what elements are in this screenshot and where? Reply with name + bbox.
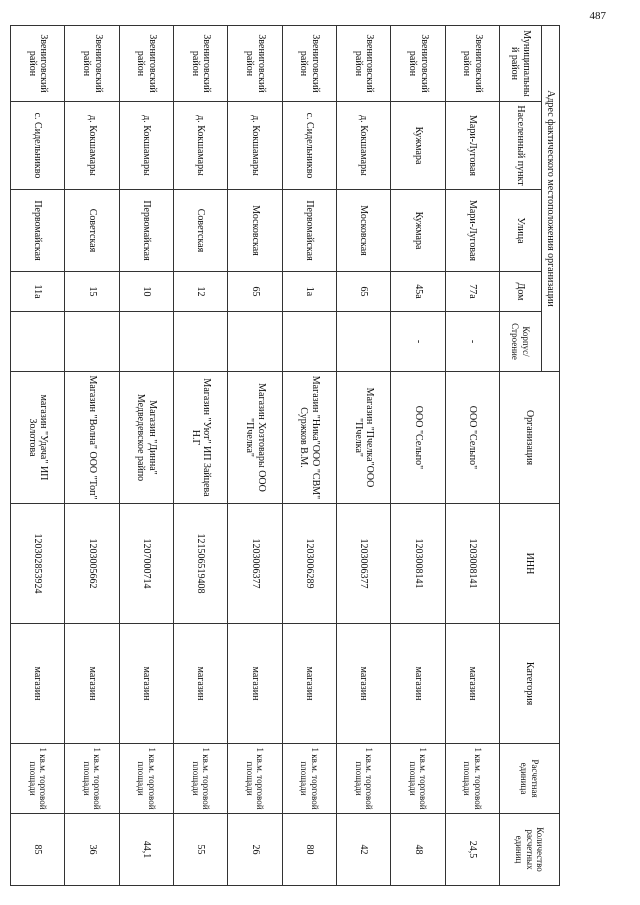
cell-district: Звениговский район: [445, 26, 499, 102]
header-unit: Расчетная единица: [500, 744, 560, 814]
cell-count: 36: [65, 814, 119, 886]
table-row: [174, 26, 228, 886]
cell-inn: 1207000714: [119, 504, 173, 624]
organizations-table: [10, 25, 560, 886]
cell-unit: 1 кв.м. торговой площади: [445, 744, 499, 814]
cell-street: Кужмара: [391, 190, 445, 272]
cell-count: 26: [228, 814, 282, 886]
cell-settlement: д. Кокшамары: [65, 102, 119, 190]
cell-district: Звениговский район: [228, 26, 282, 102]
cell-street: Первомайская: [119, 190, 173, 272]
cell-organization: Магазин Хозтовары ООО "Пчелка": [228, 372, 282, 504]
cell-street: Московская: [337, 190, 391, 272]
cell-category: магазин: [337, 624, 391, 744]
header-street: Улица: [500, 190, 542, 272]
cell-house: 77а: [445, 272, 499, 312]
cell-count: 55: [174, 814, 228, 886]
cell-unit: 1 кв.м. торговой площади: [337, 744, 391, 814]
cell-organization: Магазин "Волна" ООО "Топ": [65, 372, 119, 504]
cell-settlement: д. Кокшамары: [228, 102, 282, 190]
page-number: 487: [589, 10, 606, 22]
cell-inn: 1203008141: [391, 504, 445, 624]
cell-organization: ООО "Сельпо": [445, 372, 499, 504]
cell-building: [119, 312, 173, 372]
cell-inn: 1203005662: [65, 504, 119, 624]
cell-organization: магазин "Удача" ИП Золотова: [11, 372, 65, 504]
cell-house: 15: [65, 272, 119, 312]
cell-building: [282, 312, 336, 372]
cell-building: -: [391, 312, 445, 372]
cell-unit: 1 кв.м. торговой площади: [65, 744, 119, 814]
cell-building: -: [445, 312, 499, 372]
cell-district: Звениговский район: [282, 26, 336, 102]
cell-count: 24,5: [445, 814, 499, 886]
cell-organization: Магазин "Уют" ИП Зайцева Н.Г: [174, 372, 228, 504]
cell-house: 45а: [391, 272, 445, 312]
header-building: Корпус/ Строение: [500, 312, 542, 372]
table-row: [282, 26, 336, 886]
header-organization: Организация: [500, 372, 560, 504]
cell-organization: Магазин "Ника"ООО "СВМ" Суржков В.М.: [282, 372, 336, 504]
cell-inn: 1203006289: [282, 504, 336, 624]
cell-organization: Магазин "Динна" Медведевское райпо: [119, 372, 173, 504]
cell-inn: 120302853924: [11, 504, 65, 624]
cell-count: 48: [391, 814, 445, 886]
cell-district: Звениговский район: [174, 26, 228, 102]
cell-street: Советская: [174, 190, 228, 272]
cell-unit: 1 кв.м. торговой площади: [11, 744, 65, 814]
cell-inn: 1203006377: [228, 504, 282, 624]
table-row: [445, 26, 499, 886]
cell-building: [174, 312, 228, 372]
table-row: [119, 26, 173, 886]
cell-street: Советская: [65, 190, 119, 272]
cell-building: [228, 312, 282, 372]
cell-category: магазин: [65, 624, 119, 744]
header-house: Дом: [500, 272, 542, 312]
address-group-header: Адрес фактического местоположения организации: [542, 26, 560, 372]
table-row: [337, 26, 391, 886]
cell-count: 80: [282, 814, 336, 886]
cell-settlement: Кужмара: [391, 102, 445, 190]
table-row: [11, 26, 65, 886]
cell-count: 42: [337, 814, 391, 886]
cell-category: магазин: [11, 624, 65, 744]
cell-settlement: д. Кокшамары: [119, 102, 173, 190]
header-category: Категория: [500, 624, 560, 744]
cell-house: 65: [228, 272, 282, 312]
cell-house: 11а: [11, 272, 65, 312]
cell-category: магазин: [119, 624, 173, 744]
cell-district: Звениговский район: [119, 26, 173, 102]
cell-category: магазин: [174, 624, 228, 744]
cell-category: магазин: [282, 624, 336, 744]
cell-street: Первомайская: [282, 190, 336, 272]
cell-organization: ООО "Сельпо": [391, 372, 445, 504]
cell-inn: 1203006377: [337, 504, 391, 624]
cell-unit: 1 кв.м. торговой площади: [391, 744, 445, 814]
cell-unit: 1 кв.м. торговой площади: [282, 744, 336, 814]
cell-inn: 121506519408: [174, 504, 228, 624]
cell-unit: 1 кв.м. торговой площади: [174, 744, 228, 814]
table-row: [228, 26, 282, 886]
cell-unit: 1 кв.м. торговой площади: [119, 744, 173, 814]
header-settlement: Населенный пункт: [500, 102, 542, 190]
rotated-sheet: [10, 25, 560, 885]
cell-settlement: с. Сидельникво: [11, 102, 65, 190]
header-inn: ИНН: [500, 504, 560, 624]
cell-inn: 1203008141: [445, 504, 499, 624]
cell-district: Звениговский район: [11, 26, 65, 102]
cell-count: 85: [11, 814, 65, 886]
cell-building: [11, 312, 65, 372]
cell-building: [65, 312, 119, 372]
cell-count: 44,1: [119, 814, 173, 886]
cell-house: 1а: [282, 272, 336, 312]
cell-house: 12: [174, 272, 228, 312]
cell-settlement: д. Кокшамары: [174, 102, 228, 190]
cell-district: Звениговский район: [391, 26, 445, 102]
cell-organization: Магазин "Пчелка"ООО "Пчелка": [337, 372, 391, 504]
cell-house: 65: [337, 272, 391, 312]
cell-house: 10: [119, 272, 173, 312]
cell-building: [337, 312, 391, 372]
table-row: [391, 26, 445, 886]
header-count: Количество расчетных единиц: [500, 814, 560, 886]
table-row: [65, 26, 119, 886]
cell-street: Мари-Луговая: [445, 190, 499, 272]
cell-settlement: с. Сидельникво: [282, 102, 336, 190]
cell-settlement: д. Кокшамары: [337, 102, 391, 190]
cell-unit: 1 кв.м. торговой площади: [228, 744, 282, 814]
header-district: Муниципальный район: [500, 26, 542, 102]
cell-street: Первомайская: [11, 190, 65, 272]
cell-category: магазин: [445, 624, 499, 744]
cell-settlement: Мари-Луговая: [445, 102, 499, 190]
cell-street: Московская: [228, 190, 282, 272]
cell-category: магазин: [391, 624, 445, 744]
table-body: [11, 26, 500, 886]
cell-district: Звениговский район: [337, 26, 391, 102]
cell-category: магазин: [228, 624, 282, 744]
cell-district: Звениговский район: [65, 26, 119, 102]
